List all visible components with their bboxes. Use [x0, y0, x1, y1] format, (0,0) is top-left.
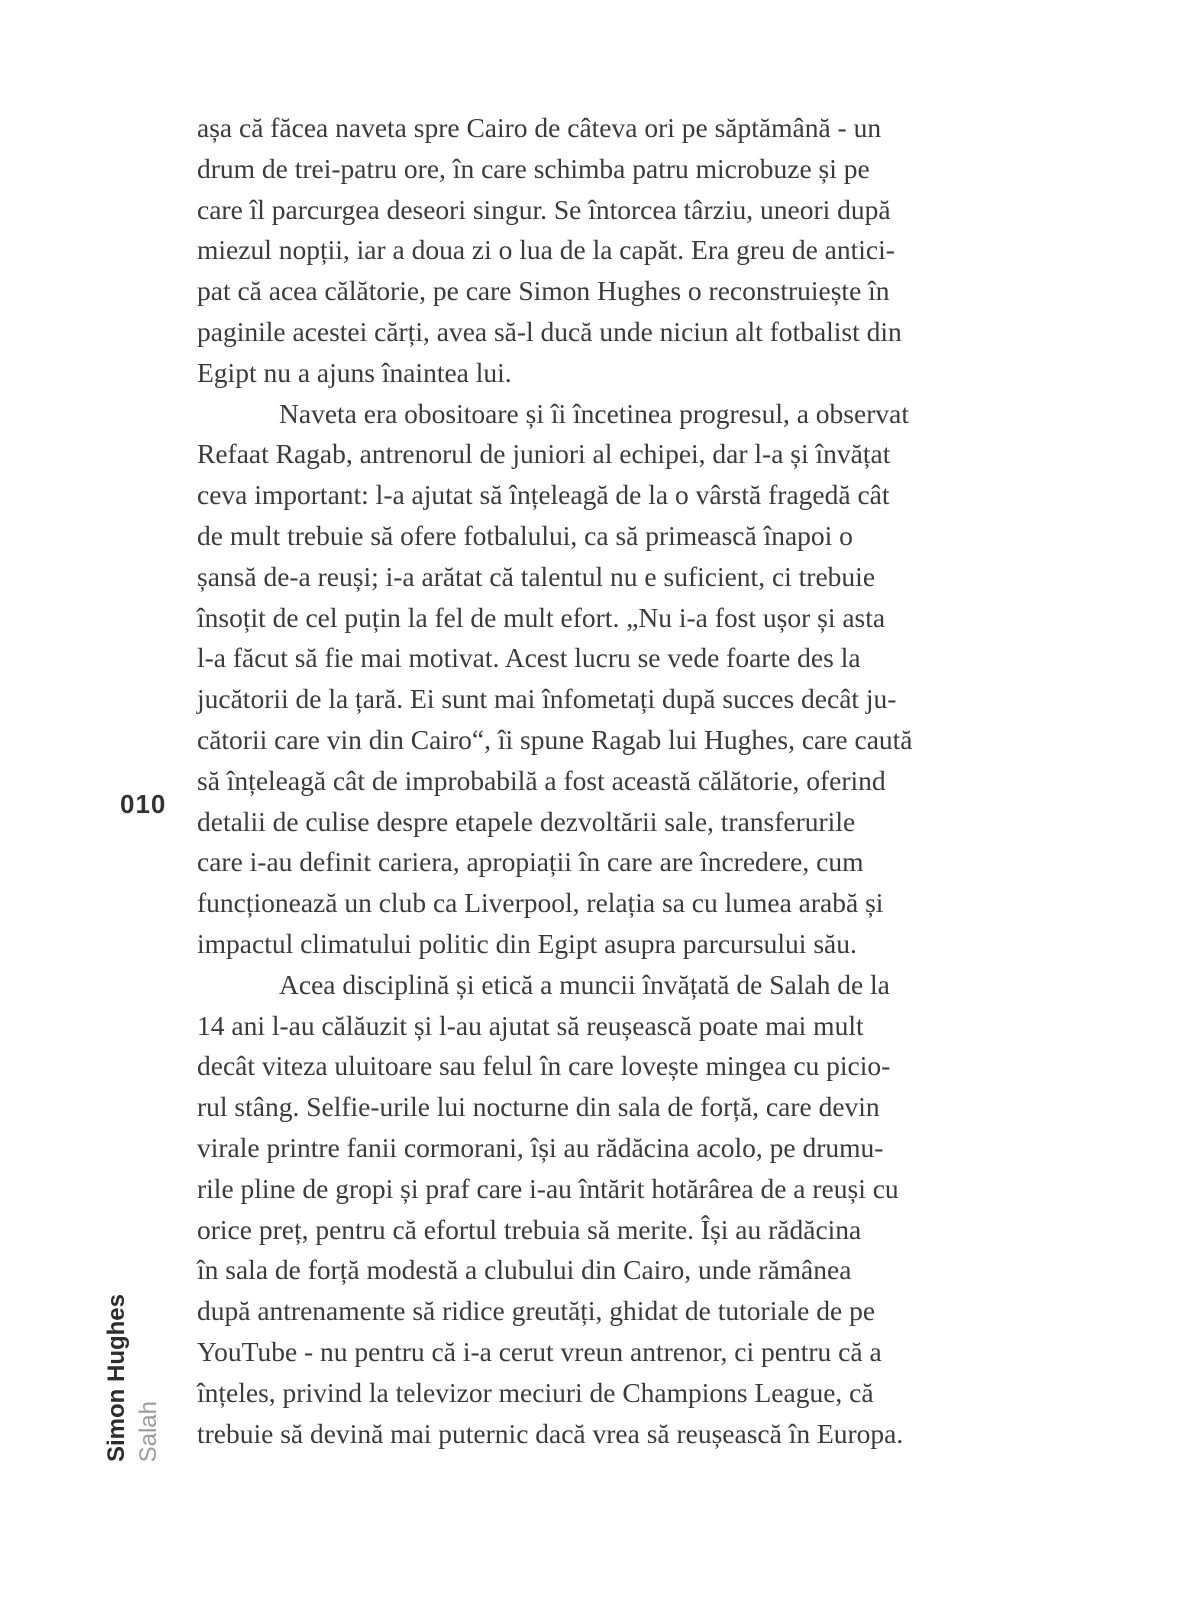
text-line: impactul climatului politic din Egipt asupra parcursului său. [197, 927, 857, 959]
page-number: 010 [120, 789, 167, 819]
text-line: de mult trebuie să ofere fotbalului, ca să primească înapoi o [197, 519, 853, 551]
text-line: YouTube - nu pentru că i-a cerut vreun antrenor, ci pentru că a [197, 1335, 882, 1367]
text-line: jucătorii de la țară. Ei sunt mai înfometați după succes decât ju- [197, 683, 897, 715]
text-line: ceva important: l-a ajutat să înțeleagă de la o vârstă fragedă cât [197, 479, 890, 511]
spine-author: Simon Hughes [103, 1293, 130, 1462]
text-line: rul stâng. Selfie-urile lui nocturne din sala de forță, care devin [197, 1091, 880, 1123]
text-line: Acea disciplină și etică a muncii învățată de Salah de la [279, 968, 890, 1000]
text-line: cătorii care vin din Cairo“, îi spune Ragab lui Hughes, care caută [197, 723, 913, 755]
text-line: în sala de forță modestă a clubului din Cairo, unde rămânea [197, 1254, 852, 1286]
text-line: pat că acea călătorie, pe care Simon Hughes o reconstruiește în [197, 275, 890, 307]
text-line: însoțit de cel puțin la fel de mult efort. „Nu i-a fost ușor și asta [197, 601, 886, 633]
text-line: paginile acestei cărți, avea să-l ducă unde niciun alt fotbalist din [197, 315, 902, 347]
paragraph [197, 394, 1007, 965]
text-line: care i-au definit cariera, apropiații în care are încredere, cum [197, 846, 864, 878]
spine [104, 1283, 163, 1462]
text-line: înțeles, privind la televizor meciuri de Champions League, că [197, 1376, 874, 1408]
text-line: Refaat Ragab, antrenorul de juniori al echipei, dar l-a și învățat [197, 438, 891, 470]
text-line: să înțeleagă cât de improbabilă a fost această călătorie, oferind [197, 764, 886, 796]
text-line: detalii de culise despre etapele dezvoltării sale, transferurile [197, 805, 856, 837]
text-line: miezul nopții, iar a doua zi o lua de la capăt. Era greu de antici- [197, 234, 895, 266]
text-line: șansă de-a reuși; i-a arătat că talentul nu e suficient, ci trebuie [197, 560, 876, 592]
text-line: drum de trei-patru ore, în care schimba patru microbuze și pe [197, 152, 870, 184]
text-line: Egipt nu a ajuns înaintea lui. [197, 356, 512, 388]
text-line: Naveta era obositoare și îi încetinea progresul, a observat [279, 397, 909, 429]
text-line: virale printre fanii cormorani, își au rădăcina acolo, pe drumu- [197, 1131, 884, 1163]
text-line: rile pline de gropi și praf care i-au întărit hotărârea de a reuși cu [197, 1172, 899, 1204]
text-line: decât viteza uluitoare sau felul în care lovește mingea cu picio- [197, 1050, 891, 1082]
text-line: care îl parcurgea deseori singur. Se întorcea târziu, uneori după [197, 193, 891, 225]
text-line: așa că făcea naveta spre Cairo de câteva ori pe săptămână - un [197, 112, 882, 143]
text-line: trebuie să devină mai puternic dacă vrea să reușească în Europa. [197, 1417, 904, 1449]
text-line: 14 ani l-au călăuzit și l-au ajutat să reușească poate mai mult [197, 1009, 864, 1041]
text-line: l-a făcut să fie mai motivat. Acest lucru se vede foarte des la [197, 642, 861, 674]
text-line: după antrenamente să ridice greutăți, ghidat de tutoriale de pe [197, 1295, 876, 1327]
paragraph [197, 965, 1007, 1455]
text-line: orice preț, pentru că efortul trebuia să merite. Își au rădăcina [197, 1213, 862, 1245]
text-block [197, 108, 1007, 1454]
spine-title: Salah [135, 1400, 163, 1462]
paragraph [197, 108, 1007, 394]
text-line: funcționează un club ca Liverpool, relația sa cu lumea arabă și [197, 887, 884, 919]
